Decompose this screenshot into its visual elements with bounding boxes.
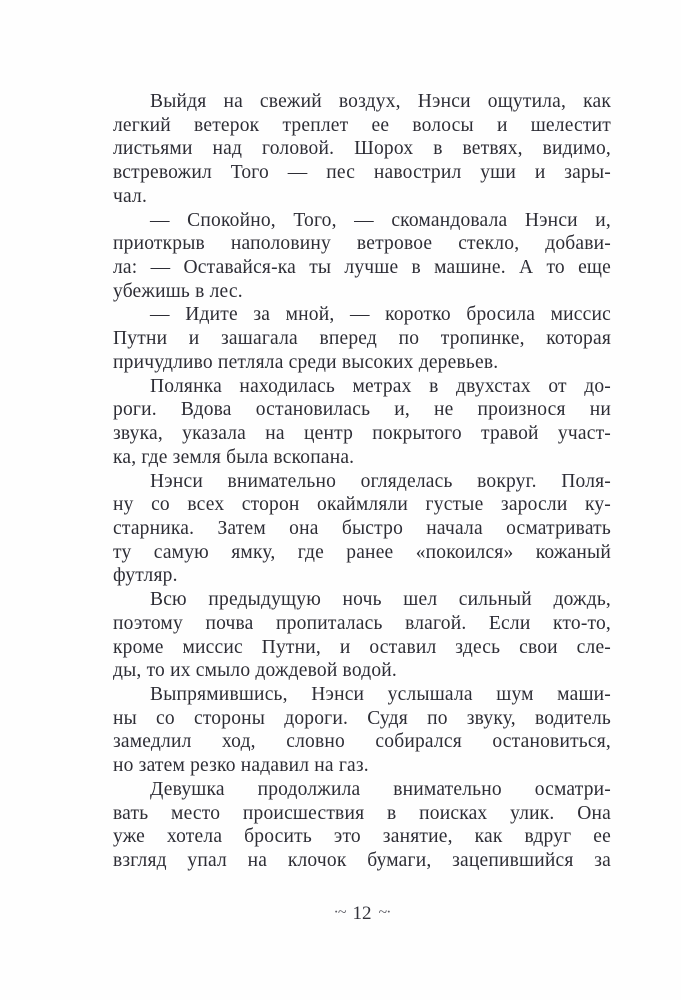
paragraph (113, 375, 611, 470)
text-line: роги. Вдова остановилась и, не произнося ни (113, 399, 611, 421)
paragraph (113, 90, 611, 209)
text-line: — Спокойно, Того, — скомандовала Нэнси и, (150, 209, 611, 231)
page-number: 12 (352, 903, 372, 924)
text-line: поэтому почва пропиталась влагой. Если кто-то, (113, 612, 611, 634)
text-line: причудливо петляла среди высоких деревьев. (113, 351, 499, 373)
paragraph (113, 303, 611, 374)
text-line: ды, то их смыло дождевой водой. (113, 660, 397, 682)
page-footer (113, 903, 611, 926)
text-line: звука, указала на центр покрытого травой участ- (113, 423, 611, 445)
paragraph (113, 209, 611, 304)
paragraph (113, 470, 611, 589)
text-line: ну со всех сторон окаймляли густые заросли ку- (113, 494, 611, 516)
text-line: футляр. (113, 565, 178, 587)
footer-ornament-right: ~· (378, 904, 391, 921)
paragraph (113, 588, 611, 683)
text-line: Путни и зашагала вперед по тропинке, которая (113, 328, 611, 350)
text-line: Девушка продолжила внимательно осматри- (150, 778, 611, 800)
text-line: приоткрыв наполовину ветровое стекло, добави- (113, 233, 611, 255)
text-line: листьями над головой. Шорох в ветвях, видимо, (113, 138, 611, 160)
text-line: замедлил ход, словно собирался остановиться, (113, 731, 611, 753)
text-line: взгляд упал на клочок бумаги, зацепившийся за (113, 850, 611, 871)
text-line: кроме миссис Путни, и оставил здесь свои сле- (113, 636, 611, 658)
text-line: ту самую ямку, где ранее «покоился» кожаный (113, 541, 611, 563)
text-line: но затем резко надавил на газ. (113, 755, 369, 777)
text-line: убежишь в лес. (113, 280, 243, 302)
text-line: Полянка находилась метрах в двухстах от до- (150, 375, 611, 397)
paragraph (113, 683, 611, 778)
text-line: Нэнси внимательно огляделась вокруг. Поля- (150, 470, 611, 492)
text-line: Всю предыдущую ночь шел сильный дождь, (150, 589, 611, 611)
text-line: ны со стороны дороги. Судя по звуку, водитель (113, 707, 611, 729)
text-line: старника. Затем она быстро начала осматривать (113, 517, 611, 539)
text-line: ла: — Оставайся-ка ты лучше в машине. А то еще (113, 257, 611, 279)
text-line: Выпрямившись, Нэнси услышала шум маши- (150, 683, 611, 705)
text-line: вать место происшествия в поисках улик. Она (113, 802, 611, 824)
text-line: встревожил Того — пес навострил уши и зары- (113, 162, 611, 184)
text-line: чал. (113, 185, 148, 207)
text-block (113, 90, 611, 873)
text-line: легкий ветерок треплет ее волосы и шелестит (113, 114, 611, 136)
text-line: — Идите за мной, — коротко бросила миссис (150, 304, 611, 326)
text-line: уже хотела бросить это занятие, как вдруг ее (113, 826, 611, 848)
paragraph (113, 778, 611, 873)
text-line: Выйдя на свежий воздух, Нэнси ощутила, как (150, 91, 611, 112)
text-line: ка, где земля была вскопана. (113, 446, 355, 468)
footer-ornament-left: ·~ (333, 904, 346, 921)
